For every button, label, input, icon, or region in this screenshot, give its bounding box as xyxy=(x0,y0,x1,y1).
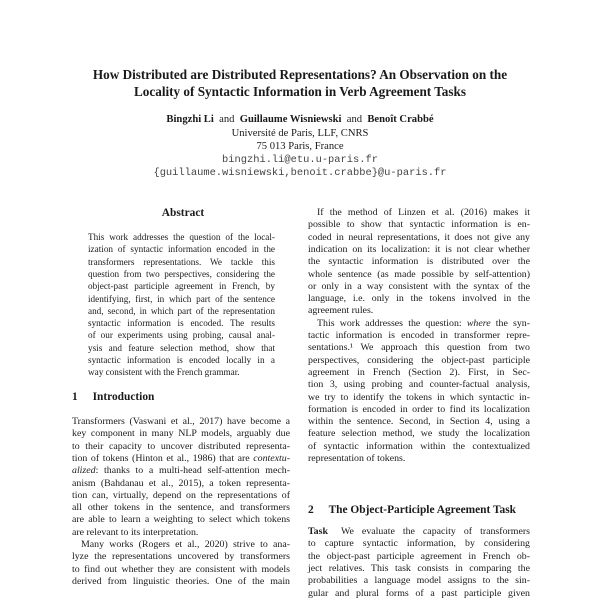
text-line: Transformers (Vaswani et al., 2017) have become a xyxy=(72,416,290,427)
text-line: language, i.e. only in the tokens involved in the xyxy=(308,293,530,305)
text-line: ization of syntactic information encoded in the xyxy=(88,244,275,255)
text-line: agreement in French (Section 2). First, in Sec- xyxy=(308,366,530,378)
text-line: tion 3, using probing and counter-factual analysis, xyxy=(308,379,530,391)
text-line: If the method of Linzen et al. (2016) makes it xyxy=(317,207,530,218)
text-line: coded in neural representations, it does not give any xyxy=(308,231,530,243)
text-line: to their capacity to uncover distributed representa- xyxy=(72,440,290,452)
author-separator: and xyxy=(346,114,363,125)
section-title: The Object-Participle Agreement Task xyxy=(328,504,516,516)
text-line: We evaluate the capacity of transformers xyxy=(341,526,530,537)
address: 75 013 Paris, France xyxy=(256,141,344,152)
text-line: object-past participle agreement in French, by xyxy=(88,281,275,292)
text-line: way consistent with the French grammar. xyxy=(88,367,240,378)
text-line: of our experiments using probing, causal anal- xyxy=(88,330,275,341)
section-1-heading xyxy=(72,390,154,404)
text-line: the syntactic information is distributed over the xyxy=(308,256,530,268)
text-line: are relevant to its interpretation. xyxy=(72,526,199,538)
text-line: transformers representations. We tackle this xyxy=(88,256,275,267)
text-line: we try to identify the tokens in which syntactic in- xyxy=(308,391,530,403)
text-line: syntactic information is encoded. The results xyxy=(88,318,275,329)
author-separator: and xyxy=(219,114,235,125)
author-name: Guillaume Wisniewski xyxy=(239,114,342,125)
author-name: Benoît Crabbé xyxy=(367,114,434,125)
text-line: derived from linguistic theories. One of the main xyxy=(72,575,290,587)
section-2-heading xyxy=(308,503,516,517)
text-line: ysis and feature selection method, show that xyxy=(88,342,275,353)
text-line: syntactic information is encoded locally in a xyxy=(88,355,275,365)
text-line: whole sentence (as made possible by self-attention) xyxy=(308,268,530,280)
text-line: sentations.¹ We approach this question from two xyxy=(308,342,530,354)
text-line: within the sentence. Second, in Section 4, using a xyxy=(308,416,530,428)
text-line: all other tokens in the sentence, and transformers xyxy=(72,502,290,514)
text-line: tactic information is encoded in transformer repre- xyxy=(308,330,530,341)
text-line: feature selection method, we study the localization xyxy=(308,428,530,440)
title-line-2: Locality of Syntactic Information in Verb Agreement Tasks xyxy=(133,84,466,99)
email-1: bingzhi.li@etu.u-paris.fr xyxy=(222,153,378,166)
author-names xyxy=(40,113,560,127)
text-line: This work addresses the question of the local- xyxy=(88,232,275,242)
text-line: identifying, first, in which part of the sentence xyxy=(88,293,275,304)
text-line: representation of tokens. xyxy=(308,453,406,464)
text-line: question from two perspectives, considering the xyxy=(88,268,275,279)
text-line: the object-past participle agreement in French ob- xyxy=(308,550,530,562)
section-number: 1 xyxy=(72,391,78,403)
section-number: 2 xyxy=(308,504,314,516)
author-name: Bingzhi Li xyxy=(166,114,214,125)
text-line: lyze the representations uncovered by transformers xyxy=(72,551,290,563)
section-title: Introduction xyxy=(92,391,155,403)
email-2: {guillaume.wisniewski,benoit.crabbe}@u-paris.fr xyxy=(153,167,447,179)
text-line: key component in many NLP models, arguably due xyxy=(72,428,290,440)
text-line: This work addresses the question: where the syn- xyxy=(317,317,530,329)
paper-title xyxy=(40,66,560,100)
text-line: and, second, in which part of the representation xyxy=(88,305,275,316)
title-line-1: How Distributed are Distributed Representations? An Observation on the xyxy=(92,67,508,82)
text-line: of syntactic information within the contextualized xyxy=(308,440,530,452)
text-line: are able to learn a weighting to select which tokens xyxy=(72,514,290,526)
text-line: formation is encoded in order to find its localization xyxy=(308,403,530,415)
text-line: to find out whether they are consistent with models xyxy=(72,563,290,575)
text-line: agreement rules. xyxy=(308,305,374,317)
text-line: indication on its localization: it is not clear whether xyxy=(308,243,530,255)
affiliation: Université de Paris, LLF, CNRS xyxy=(231,127,369,139)
text-line: or only in a way consistent with the syntax of the xyxy=(308,280,530,292)
text-line: ject relatives. This task consists in comparing the xyxy=(308,562,530,574)
text-line: anism (Bahdanau et al., 2015), a token representa- xyxy=(72,477,290,489)
text-line: alized: thanks to a multi-head self-attention mech- xyxy=(72,465,290,477)
text-line: gular and plural forms of a past participle given xyxy=(308,587,530,599)
text-line: probabilities a language model assigns to the sin- xyxy=(308,575,530,587)
abstract-heading: Abstract xyxy=(161,207,205,219)
author-block xyxy=(40,113,560,181)
text-line: possible to show that syntactic information is en- xyxy=(308,219,530,231)
text-line: tion of tokens (Hinton et al., 1986) that are contextu- xyxy=(72,452,290,464)
task-paragraph-label: Task xyxy=(308,526,328,537)
text-line: to capture syntactic information, by considering xyxy=(308,538,530,550)
text-line: perspectives, considering the object-past participle xyxy=(308,354,530,366)
text-line: tion can, virtually, depend on the representations of xyxy=(72,489,290,501)
text-line: Many works (Rogers et al., 2020) strive to ana- xyxy=(81,539,290,550)
